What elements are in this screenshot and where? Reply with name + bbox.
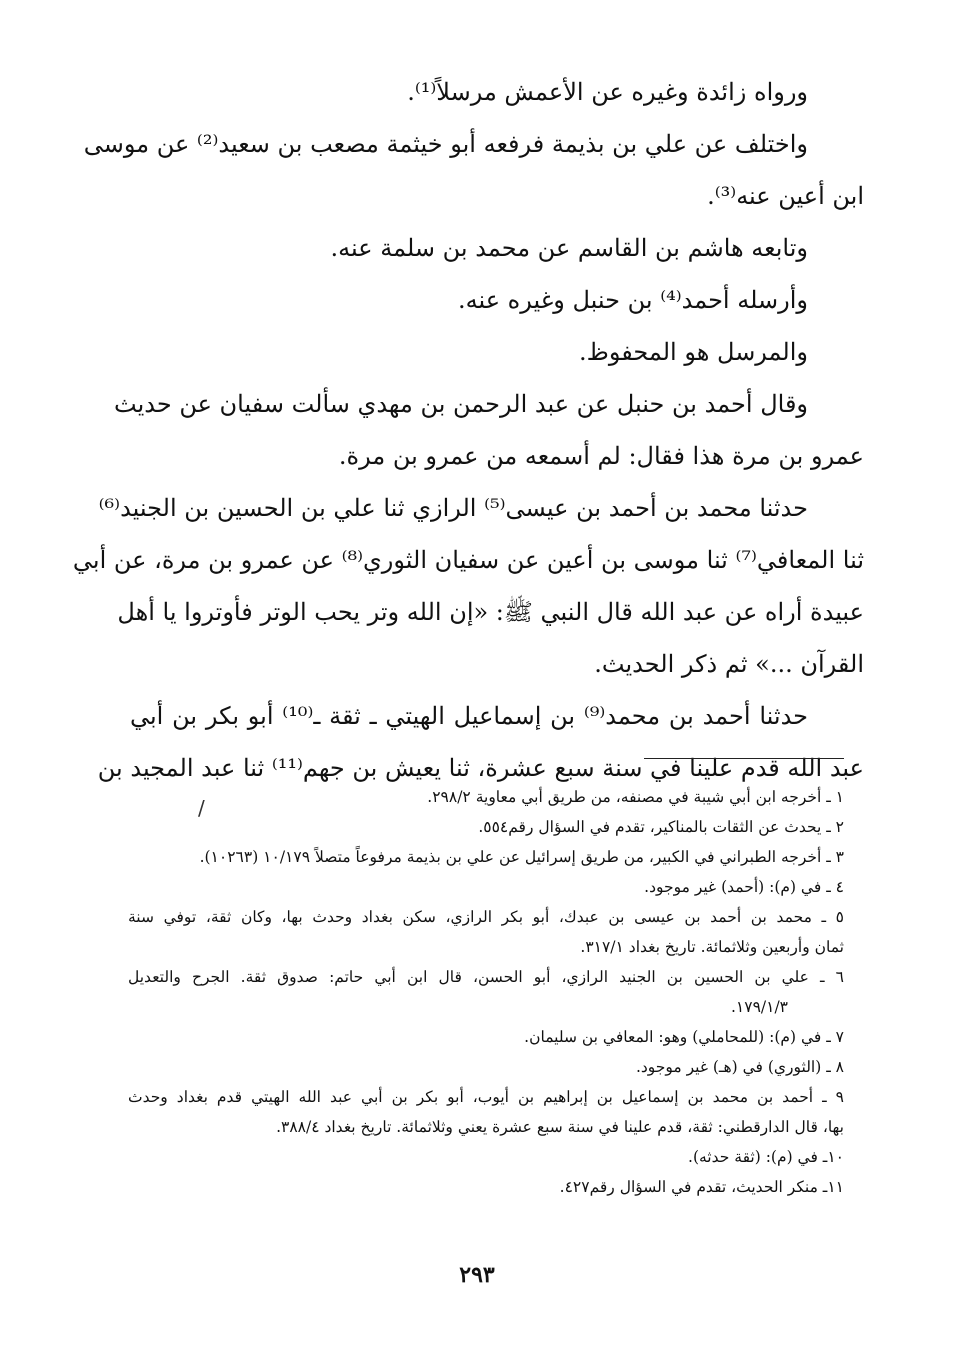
main-text — [72, 66, 864, 794]
footnote-line: ١١ـ منكر الحديث، تقدم في السؤال رقم٤٢٧. — [559, 1178, 844, 1196]
text-line: ابن أعين عنه⁽³⁾. — [707, 182, 864, 210]
footnote-line: ١ ـ أخرجه ابن أبي شيبة في مصنفه، من طريق أبي معاوية ٢٩٨/٢. — [427, 788, 844, 806]
footnote-line: ٢ ـ يحدث عن الثقات بالمناكير، تقدم في السؤال رقم٥٥٤. — [478, 818, 844, 836]
text-line: حدثنا محمد بن أحمد بن عيسى⁽⁵⁾ الرازي ثنا علي بن الحسين بن الجنيد⁽⁶⁾ — [98, 494, 808, 522]
text-line: القرآن ...» ثم ذكر الحديث. — [594, 650, 864, 678]
footnote-line: ٥ ـ محمد بن أحمد بن عيسى بن عبدك، أبو بكر الرازي، سكن بغداد وحدث بها، وكان ثقة، توفي سنة — [128, 908, 844, 926]
footnote-line: ٧ ـ في (م): (للمحاملي) وهو: المعافي بن سليمان. — [524, 1028, 844, 1046]
text-line: والمرسل هو المحفوظ. — [579, 338, 808, 366]
footnote-separator — [644, 758, 844, 759]
footnote-line: ١٠ـ في (م): (ثقة حدثه). — [688, 1148, 844, 1166]
footnote-line: ٣ ـ أخرجه الطبراني في الكبير، من طريق إسرائيل عن علي بن بذيمة مرفوعاً متصلاً ١٠/١٧٩ (١٠٢٦٣). — [199, 848, 844, 866]
text-line: عبيدة أراه عن عبد الله قال النبي ﷺ: «إن الله وتر يحب الوتر فأوتروا يا أهل — [117, 598, 864, 626]
footnotes — [128, 782, 844, 1202]
text-line: واختلف عن علي بن بذيمة فرفعه أبو خيثمة مصعب بن سعيد⁽²⁾ عن موسى — [83, 130, 808, 158]
footnote-line: ثمان وأربعين وثلاثمائة. تاريخ بغداد ٣١٧/١. — [580, 938, 844, 956]
text-line: ثنا المعافي⁽⁷⁾ ثنا موسى بن أعين عن سفيان الثوري⁽⁸⁾ عن عمرو بن مرة، عن أبي — [72, 546, 864, 574]
text-line: وقال أحمد بن حنبل عن عبد الرحمن بن مهدي سألت سفيان عن حديث — [114, 390, 808, 418]
text-line: وأرسله أحمد⁽⁴⁾ بن حنبل وغيره عنه. — [457, 286, 808, 314]
footnote-line: ٦ ـ علي بن الحسين بن الجنيد الرازي، أبو الحسن، قال ابن أبي حاتم: صدوق ثقة. الجرح والتعديل — [128, 968, 844, 986]
footnote-line: ٤ ـ في (م): (أحمد) غير موجود. — [644, 878, 844, 896]
stray-mark: / — [198, 796, 205, 820]
footnote-line: بها، قال الدارقطني: ثقة، قدم علينا في سنة سبع عشرة يعني وثلاثمائة. تاريخ بغداد ٣٨٨/٤. — [276, 1118, 844, 1136]
text-line: عبد الله قدم علينا في سنة سبع عشرة، ثنا يعيش بن جهم⁽¹¹⁾ ثنا عبد المجيد بن — [97, 754, 864, 782]
footnote-line: ٨ ـ (الثوري) في (هـ) غير موجود. — [635, 1058, 844, 1076]
text-line: عمرو بن مرة هذا فقال: لم أسمعه من عمرو بن مرة. — [338, 442, 864, 470]
text-line: وتابعه هاشم بن القاسم عن محمد بن سلمة عنه. — [330, 234, 808, 262]
text-line: ورواه زائدة وغيره عن الأعمش مرسلاً⁽¹⁾. — [407, 78, 808, 106]
footnote-line: ١٧٩/١/٣. — [730, 998, 788, 1016]
footnote-line: ٩ ـ أحمد بن محمد بن إسماعيل بن إبراهيم بن أيوب، أبو بكر بن أبي عبد الله الهيتي قدم بغداد وحدث — [128, 1088, 844, 1106]
text-line: حدثنا أحمد بن محمد⁽⁹⁾ بن إسماعيل الهيتي ـ ثقة ـ⁽¹⁰⁾ أبو بكر بن أبي — [130, 702, 808, 730]
page-number: ٢٩٣ — [459, 1262, 495, 1288]
